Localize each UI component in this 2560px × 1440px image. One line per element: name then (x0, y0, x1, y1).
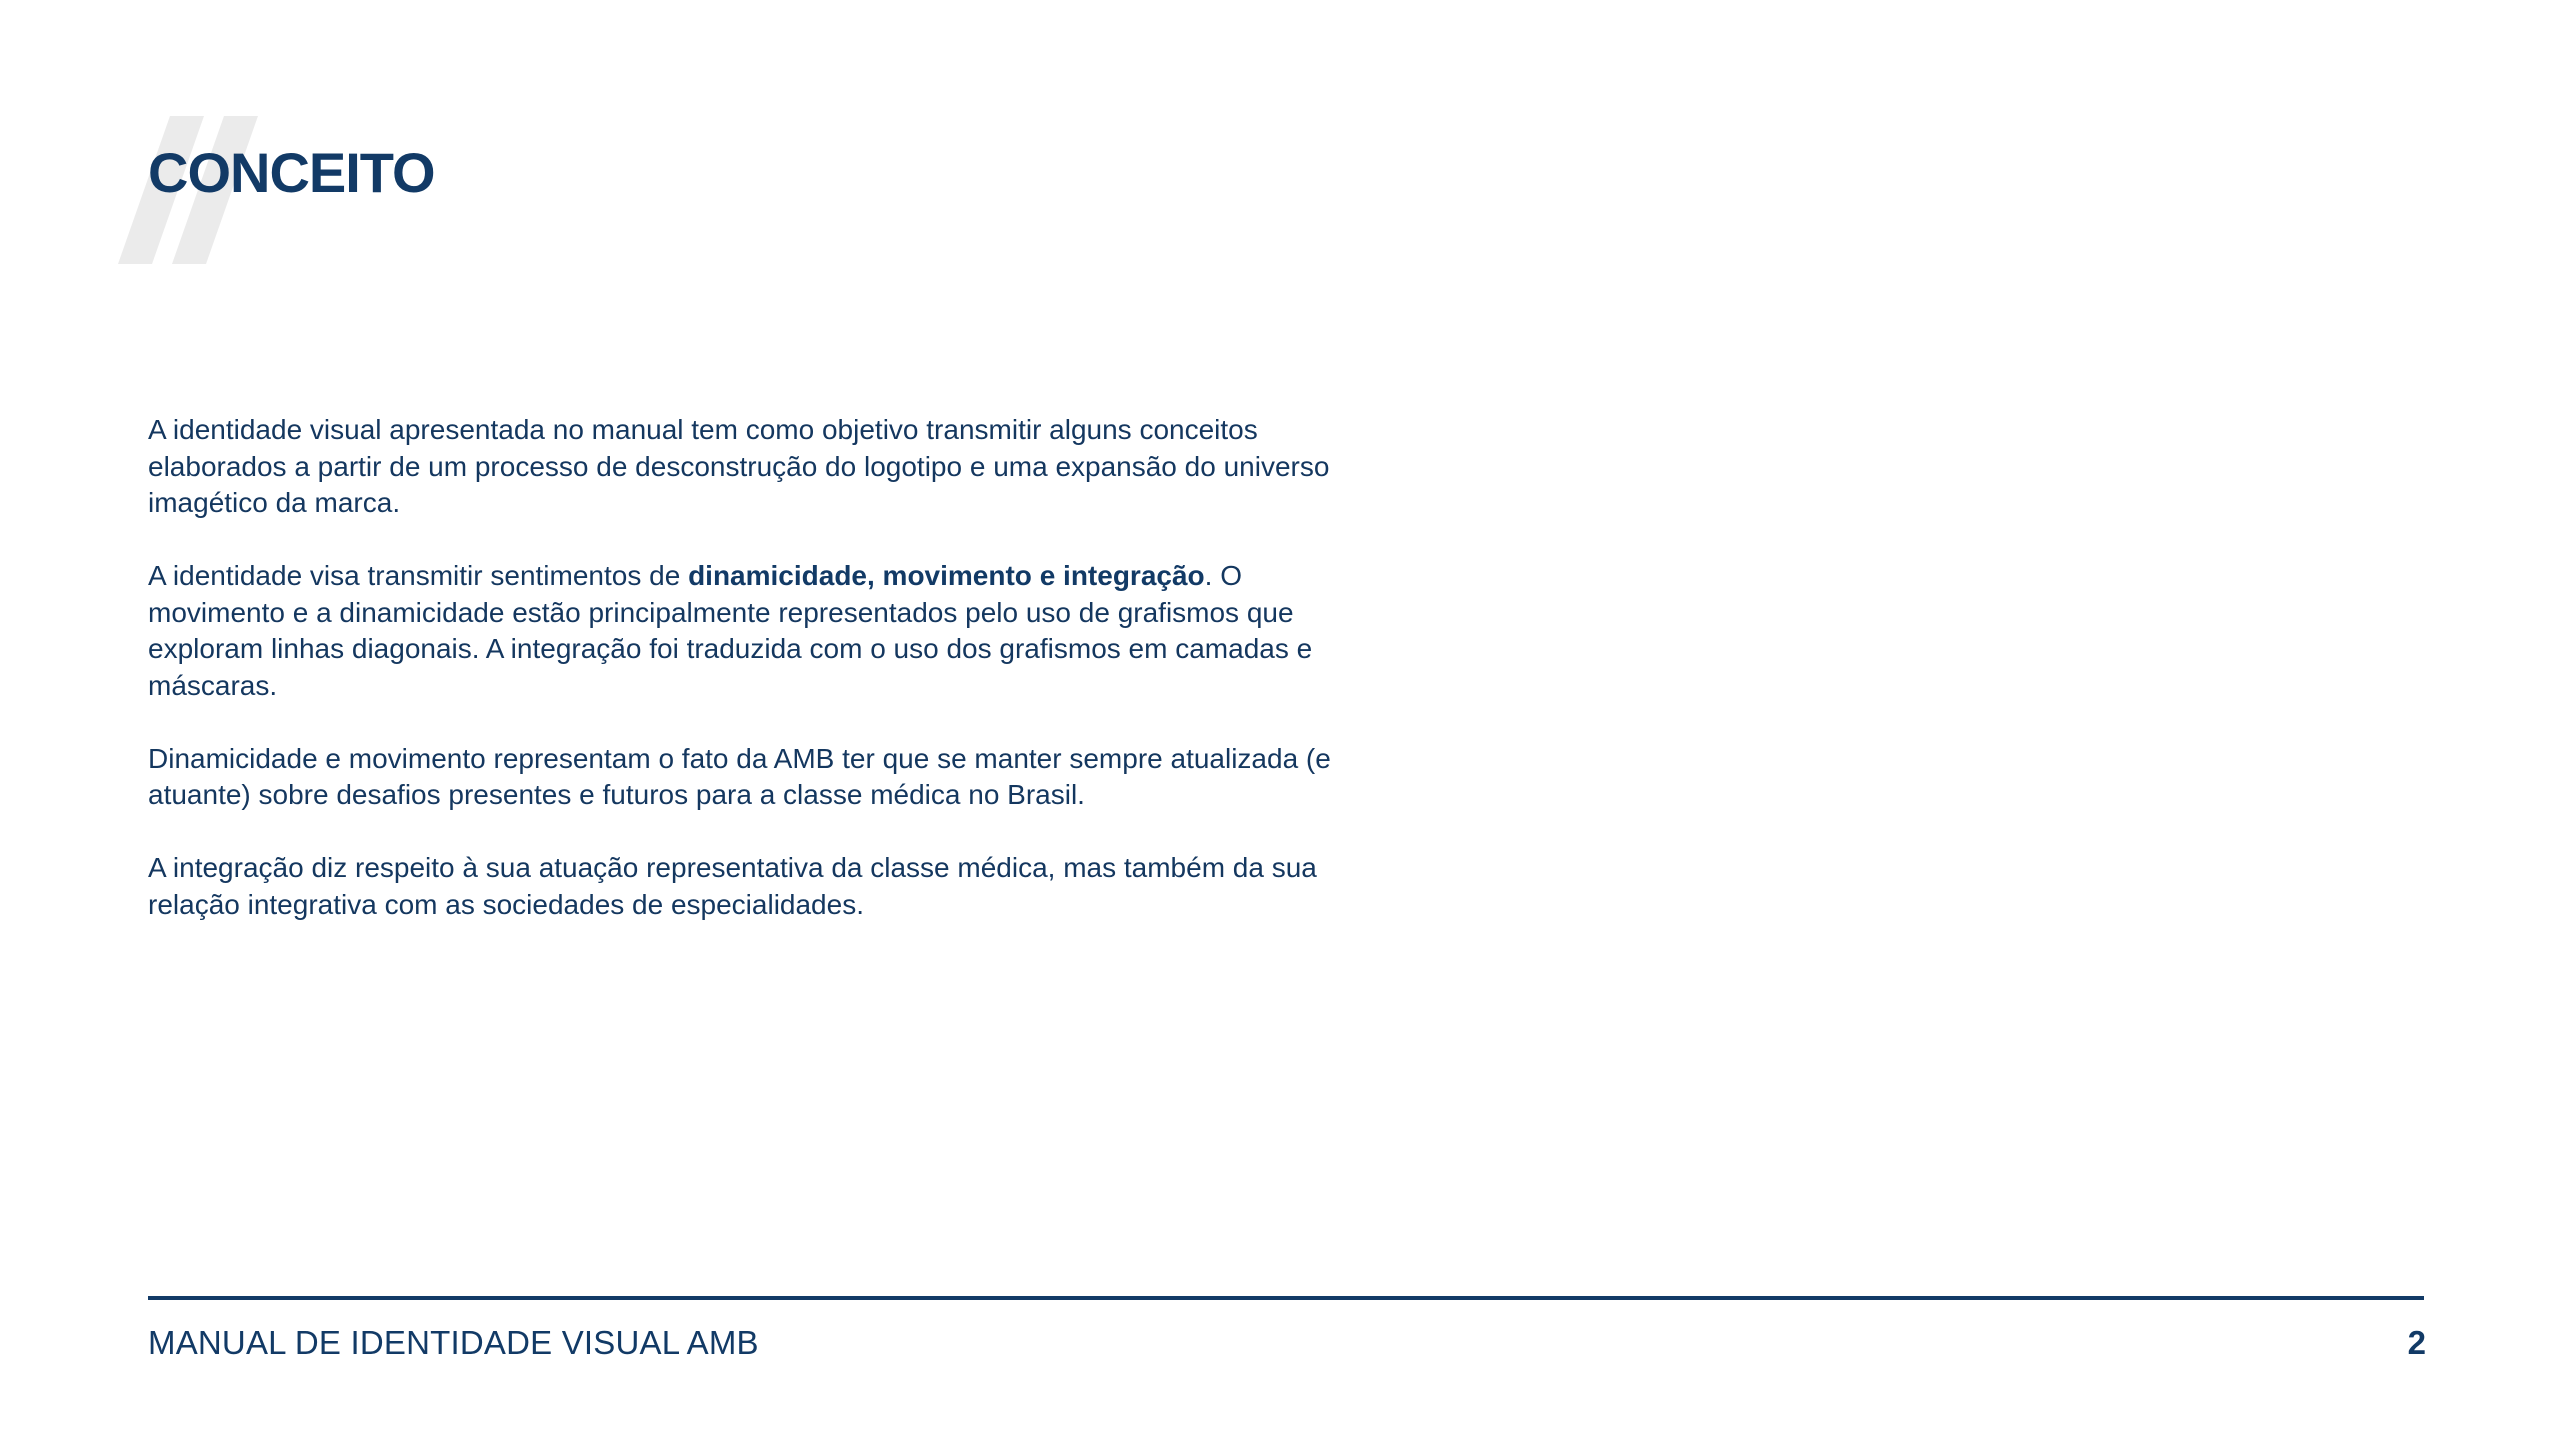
paragraph-4: A integração diz respeito à sua atuação representativa da classe médica, mas também da sua relação integrativa com as sociedades de especialidades. (148, 852, 1317, 920)
page-title: CONCEITO (148, 141, 435, 204)
paragraph-1: A identidade visual apresentada no manual tem como objetivo transmitir alguns conceitos elaborados a partir de um processo de desconstrução do logotipo e uma expansão do universo imagético da marca. (148, 414, 1330, 518)
paragraph-2-intro: A identidade visa transmitir sentimentos de (148, 560, 689, 591)
page-number: 2 (2407, 1324, 2426, 1361)
paragraph-2-emphasis: dinamicidade, movimento e integração (688, 560, 1205, 591)
paragraph-3: Dinamicidade e movimento representam o fato da AMB ter que se manter sempre atualizada (e atuante) sobre desafios presentes e futuros para a classe médica no Brasil. (148, 742, 1331, 810)
body-text (148, 412, 1378, 960)
footer-divider (148, 1296, 2424, 1300)
footer-title: MANUAL DE IDENTIDADE VISUAL AMB (148, 1324, 759, 1361)
paragraph-2-rest: . O movimento e a dinamicidade estão principalmente representados pelo uso de grafismos que exploram linhas diagonais. A integração foi traduzida com o uso dos grafismos em camadas e máscaras. (148, 560, 1313, 701)
paragraph-2 (148, 558, 1378, 704)
